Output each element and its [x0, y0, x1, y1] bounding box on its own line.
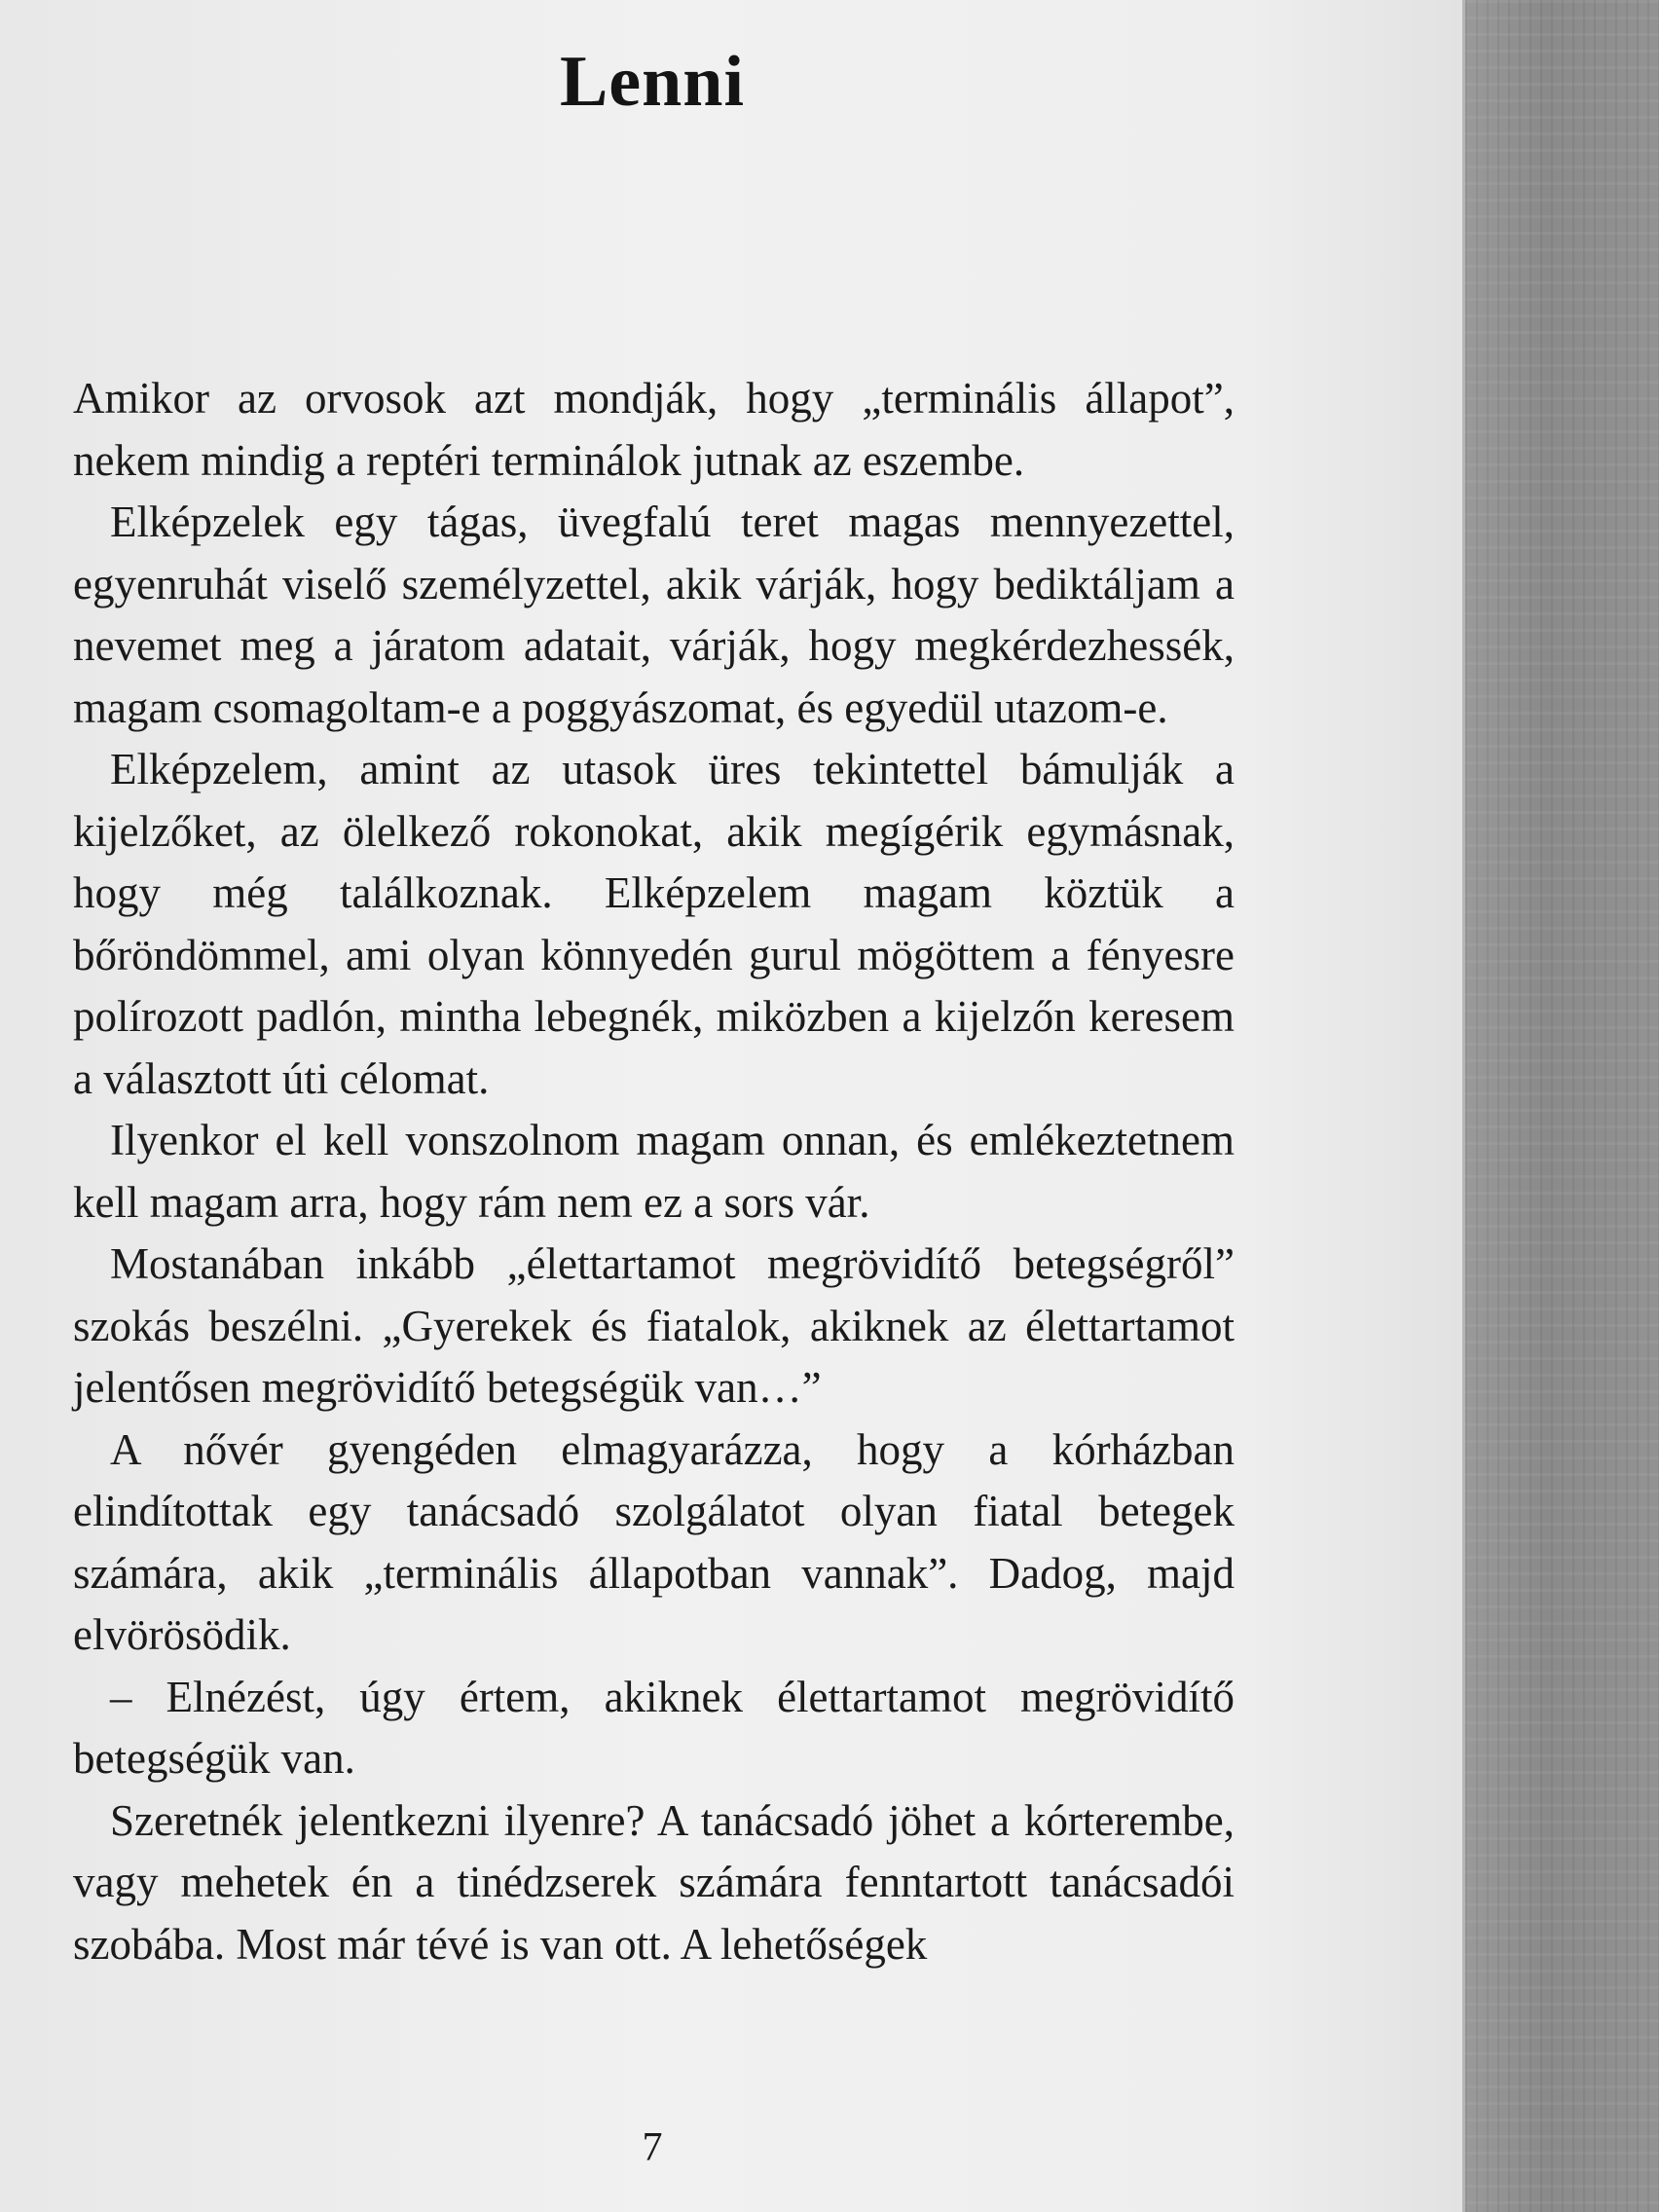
paragraph: Mostanában inkább „élettartamot megrövidítő betegségről” szokás beszélni. „Gyerekek és fiatalok, akiknek az élettartamot jelentősen megrövidítő betegségük van…”: [73, 1239, 1235, 1412]
paragraph: Amikor az orvosok azt mondják, hogy „terminális állapot”, nekem mindig a reptéri terminálok jutnak az eszembe.: [73, 374, 1235, 485]
page-stack-edge: [1462, 0, 1659, 2212]
paragraph: Szeretnék jelentkezni ilyenre? A tanácsadó jöhet a kórterembe, vagy mehetek én a tinédzserek számára fenntartott tanácsadói szobába. Most már tévé is van ott. A lehetőségek: [73, 1795, 1235, 1969]
paragraph: Ilyenkor el kell vonszolnom magam onnan, és emlékeztetnem kell magam arra, hogy rám nem ez a sors vár.: [73, 1116, 1235, 1227]
page-number: 7: [642, 2125, 663, 2170]
paragraph: Elképzelem, amint az utasok üres tekintettel bámulják a kijelzőket, az ölelkező rokonokat, akik megígérik egymásnak, hogy még találkoznak. Elképzelem magam köztük a bőröndömmel, ami olyan könnyedén gurul mögöttem a fényesre polírozott padlón, mintha lebegnék, miközben a kijelzőn keresem a választott úti célomat.: [73, 745, 1235, 1103]
paragraph: A nővér gyengéden elmagyarázza, hogy a kórházban elindítottak egy tanácsadó szolgálatot olyan fiatal betegek számára, akik „terminális állapotban vannak”. Dadog, majd elvörösödik.: [73, 1424, 1235, 1659]
chapter-title: Lenni: [559, 42, 746, 122]
paragraph: Elképzelek egy tágas, üvegfalú teret magas mennyezettel, egyenruhát viselő személyzettel, akik várják, hogy bediktáljam a nevemet meg a járatom adatait, várják, hogy megkérdezhessék, magam csomagoltam-e a poggyászomat, és egyedül utazom-e.: [73, 498, 1235, 732]
body-text: [73, 368, 1235, 1975]
paragraph: – Elnézést, úgy értem, akiknek élettartamot megrövidítő betegségük van.: [73, 1672, 1235, 1783]
